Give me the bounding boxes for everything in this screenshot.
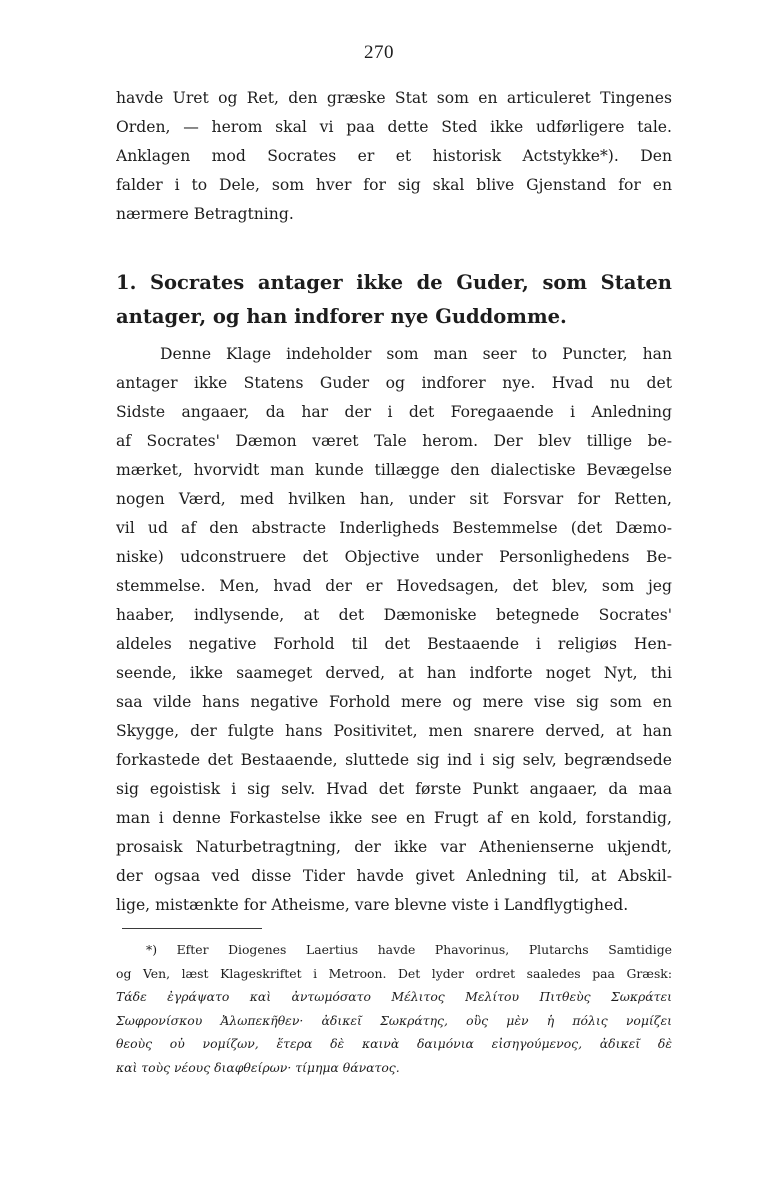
footnote-greek-line: Τάδε ἐγράψατο καὶ ἀντωμόσατο Μέλιτος Μελίτου Πιτθεὺς Σωκράτει <box>116 989 672 1004</box>
text-line: Orden, — herom skal vi paa dette Sted ikke udførligere tale. <box>116 118 672 136</box>
text-line: prosaisk Naturbetragtning, der ikke var Athenienserne ukjendt, <box>116 838 672 856</box>
paragraph-intro <box>116 84 672 229</box>
footnote-greek-line: καὶ τοὺς νέους διαφθείρων· τίμημα θάνατος. <box>116 1059 400 1075</box>
text-line: mærket, hvorvidt man kunde tillægge den dialectiske Bevægelse <box>116 461 672 479</box>
footnote-line: og Ven, læst Klageskriftet i Metroon. Det lyder ordret saaledes paa Græsk: <box>116 965 672 981</box>
footnote-divider <box>122 928 262 929</box>
footnote-greek-line: Σωφρονίσκου Ἀλωπεκῆθεν· ἀδικεῖ Σωκράτης, οὓς μὲν ἡ πόλις νομίζει <box>116 1012 672 1028</box>
text-line: Skygge, der fulgte hans Positivitet, men snarere derved, at han <box>116 722 672 740</box>
footnote <box>116 938 672 1079</box>
text-line: man i denne Forkastelse ikke see en Frugt af en kold, forstandig, <box>116 809 672 827</box>
text-line: falder i to Dele, som hver for sig skal blive Gjenstand for en <box>116 176 672 194</box>
text-line: havde Uret og Ret, den græske Stat som en articuleret Tingenes <box>116 89 672 107</box>
text-line: af Socrates' Dæmon været Tale herom. Der blev tillige be- <box>116 432 672 450</box>
footnote-greek-line: θεοὺς οὐ νομίζων, ἕτερα δὲ καινὰ δαιμόνια εἰσηγούμενος, ἀδικεῖ δὲ <box>116 1036 672 1051</box>
text-line: niske) udconstruere det Objective under Personlighedens Be- <box>116 548 672 566</box>
heading-line: antager, og han indforer nye Guddomme. <box>116 305 567 328</box>
heading-line: 1. Socrates antager ikke de Guder, som Staten <box>116 271 672 294</box>
paragraph-main <box>116 340 672 920</box>
page-number: 270 <box>364 42 394 63</box>
text-line: forkastede det Bestaaende, sluttede sig ind i sig selv, begrændsede <box>116 751 672 769</box>
text-line: lige, mistænkte for Atheisme, vare blevne viste i Landflygtighed. <box>116 896 629 914</box>
text-line: haaber, indlysende, at det Dæmoniske betegnede Socrates' <box>116 606 672 624</box>
text-line: der ogsaa ved disse Tider havde givet Anledning til, at Abskil- <box>116 867 672 885</box>
text-line: Sidste angaaer, da har der i det Foregaaende i Anledning <box>116 403 672 421</box>
text-line: vil ud af den abstracte Inderligheds Bestemmelse (det Dæmo- <box>116 519 672 537</box>
text-line: stemmelse. Men, hvad der er Hovedsagen, det blev, som jeg <box>116 577 672 595</box>
text-line: seende, ikke saameget derved, at han indforte noget Nyt, thi <box>116 664 672 682</box>
text-line: aldeles negative Forhold til det Bestaaende i religiøs Hen- <box>116 635 672 653</box>
text-line: sig egoistisk i sig selv. Hvad det første Punkt angaaer, da maa <box>116 780 672 798</box>
text-line: antager ikke Statens Guder og indforer nye. Hvad nu det <box>116 374 672 392</box>
text-line: Anklagen mod Socrates er et historisk Actstykke*). Den <box>116 147 672 165</box>
footnote-line: *) Efter Diogenes Laertius havde Phavorinus, Plutarchs Samtidige <box>146 942 672 957</box>
text-line: nogen Værd, med hvilken han, under sit Forsvar for Retten, <box>116 490 672 508</box>
text-line: nærmere Betragtning. <box>116 205 294 223</box>
section-heading <box>116 266 672 334</box>
text-line: saa vilde hans negative Forhold mere og mere vise sig som en <box>116 693 672 711</box>
text-line: Denne Klage indeholder som man seer to Puncter, han <box>160 345 672 363</box>
